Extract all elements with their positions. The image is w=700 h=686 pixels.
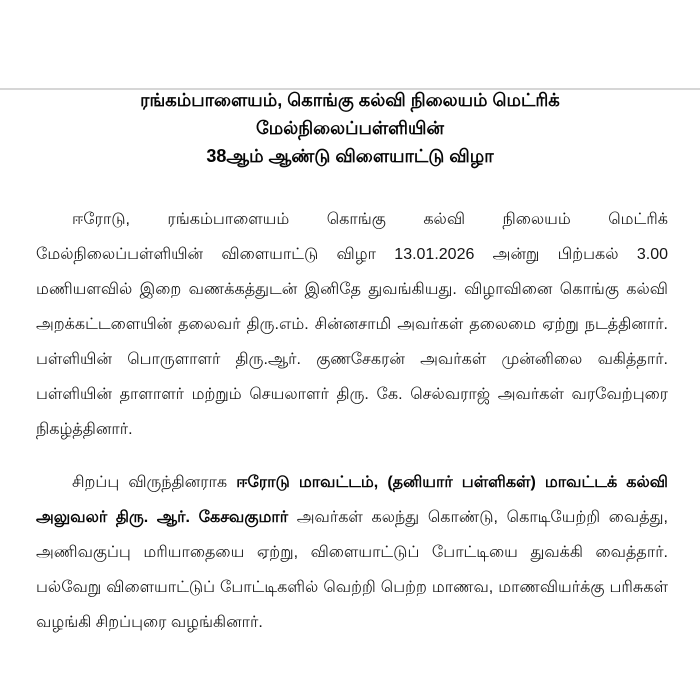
document-body (36, 202, 668, 640)
title-line-3: 38ஆம் ஆண்டு விளையாட்டு விழா (206, 146, 494, 166)
page-title (0, 86, 700, 170)
body-paragraph-2 (36, 465, 668, 640)
paragraph-2-prefix: சிறப்பு விருந்தினராக (72, 474, 237, 491)
title-line-1: ரங்கம்பாளையம், கொங்கு கல்வி நிலையம் மெட்ரிக் (140, 90, 560, 110)
top-divider (0, 88, 700, 90)
document-page (0, 86, 700, 686)
title-line-2: மேல்நிலைப்பள்ளியின் (256, 118, 444, 138)
paragraph-2-suffix: அவர்கள் கலந்து கொண்டு, கொடியேற்றி வைத்து, அணிவகுப்பு மரியாதையை ஏற்று, விளையாட்டுப் போட்டியை துவக்கி வைத்தார். பல்வேறு விளையாட்டுப் போட்டிகளில் வெற்றி பெற்ற மாணவ, மாணவியர்க்கு பரிசுகள் வழங்கி சிறப்புரை வழங்கினார். (36, 509, 668, 631)
chief-guest-name-bold: ஈரோடு மாவட்டம், (தனியார் பள்ளிகள்) மாவட்டக் கல்வி அலுவலர் திரு. ஆர். கேசவகுமார் (36, 474, 669, 526)
body-paragraph-1: ஈரோடு, ரங்கம்பாளையம் கொங்கு கல்வி நிலையம் மெட்ரிக் மேல்நிலைப்பள்ளியின் விளையாட்டு விழா 13.01.2026 அன்று பிற்பகல் 3.00 மணியளவில் இறை வணக்கத்துடன் இனிதே துவங்கியது. விழாவினை கொங்கு கல்வி அறக்கட்டளையின் தலைவர் திரு.எம். சின்னசாமி அவர்கள் தலைமை ஏற்று நடத்தினார். பள்ளியின் பொருளாளர் திரு.ஆர். குணசேகரன் அவர்கள் முன்னிலை வகித்தார். பள்ளியின் தாளாளர் மற்றும் செயலாளர் திரு. கே. செல்வராஜ் அவர்கள் வரவேற்புரை நிகழ்த்தினார். (36, 211, 668, 438)
